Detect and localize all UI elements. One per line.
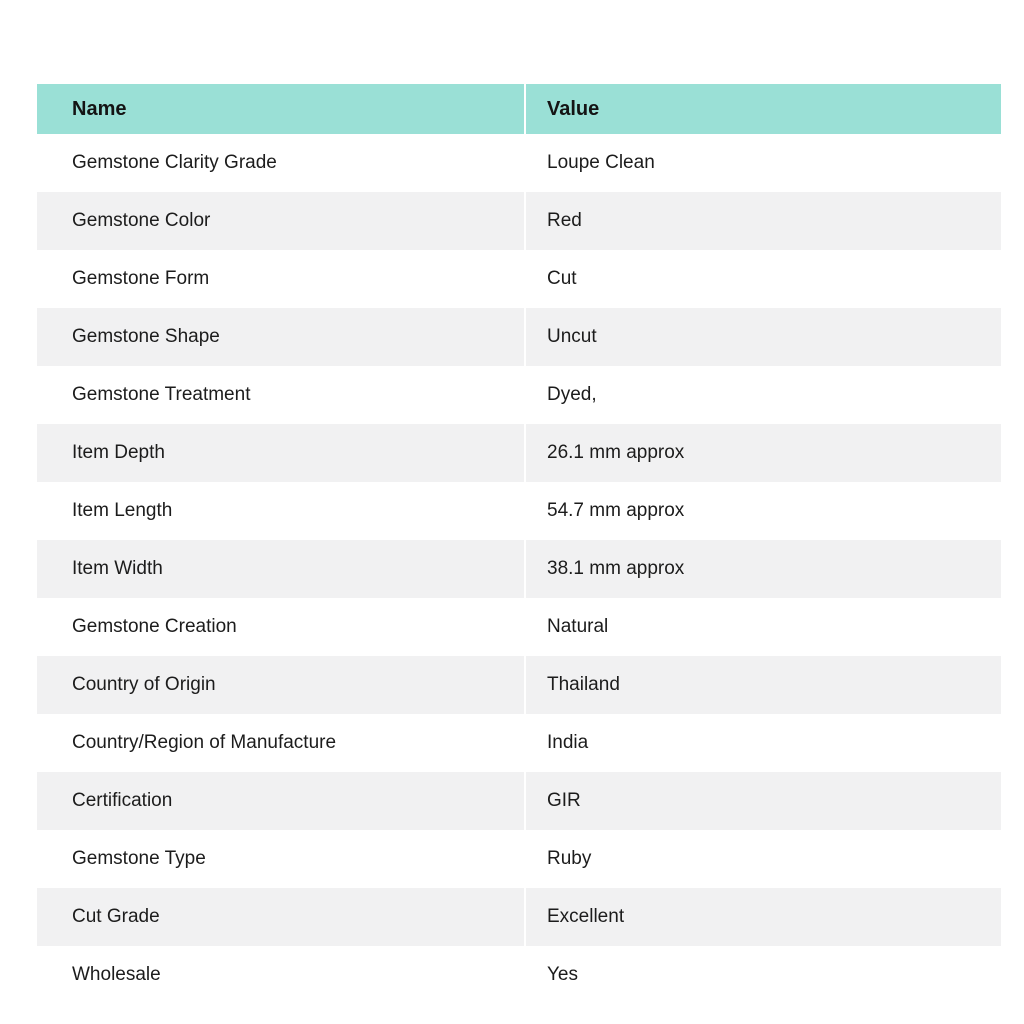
value-cell: Natural <box>524 598 1001 656</box>
table-row <box>37 714 1001 772</box>
name-cell: Item Length <box>72 500 173 521</box>
table-row <box>37 772 1001 830</box>
value-cell: Cut <box>524 250 1001 308</box>
name-cell: Gemstone Clarity Grade <box>72 152 277 173</box>
name-cell: Gemstone Shape <box>72 326 220 347</box>
value-cell: Yes <box>524 946 1001 1004</box>
table-row <box>37 366 1001 424</box>
value-cell: 26.1 mm approx <box>524 424 1001 482</box>
item-specifics-table <box>37 84 1001 1004</box>
table-row <box>37 540 1001 598</box>
value-cell: Dyed, <box>524 366 1001 424</box>
table-row <box>37 192 1001 250</box>
table-row <box>37 946 1001 1004</box>
name-cell: Wholesale <box>72 964 161 985</box>
name-cell: Gemstone Form <box>72 268 210 289</box>
name-cell: Gemstone Color <box>72 210 211 231</box>
table-row <box>37 424 1001 482</box>
name-cell: Gemstone Treatment <box>72 384 251 405</box>
name-cell: Gemstone Type <box>72 848 206 869</box>
value-cell: India <box>524 714 1001 772</box>
table-row <box>37 308 1001 366</box>
table-row <box>37 830 1001 888</box>
table-row <box>37 656 1001 714</box>
table-row <box>37 888 1001 946</box>
name-cell: Certification <box>72 790 173 811</box>
table-row <box>37 250 1001 308</box>
value-cell: Excellent <box>524 888 1001 946</box>
value-cell: GIR <box>524 772 1001 830</box>
table-row <box>37 134 1001 192</box>
name-cell: Country/Region of Manufacture <box>72 732 337 753</box>
value-cell: Uncut <box>524 308 1001 366</box>
name-cell: Gemstone Creation <box>72 616 237 637</box>
name-cell: Item Depth <box>72 442 165 463</box>
value-cell: Thailand <box>524 656 1001 714</box>
value-cell: Red <box>524 192 1001 250</box>
value-cell: 38.1 mm approx <box>524 540 1001 598</box>
value-cell: Loupe Clean <box>524 134 1001 192</box>
name-cell: Item Width <box>72 558 163 579</box>
value-cell: Ruby <box>524 830 1001 888</box>
table-body <box>37 134 1001 1004</box>
table-header-row <box>37 84 1001 134</box>
table-row <box>37 482 1001 540</box>
value-cell: 54.7 mm approx <box>524 482 1001 540</box>
column-header-value: Value <box>524 84 1001 134</box>
column-header-name: Name <box>72 97 127 120</box>
table-row <box>37 598 1001 656</box>
name-cell: Cut Grade <box>72 906 160 927</box>
name-cell: Country of Origin <box>72 674 216 695</box>
